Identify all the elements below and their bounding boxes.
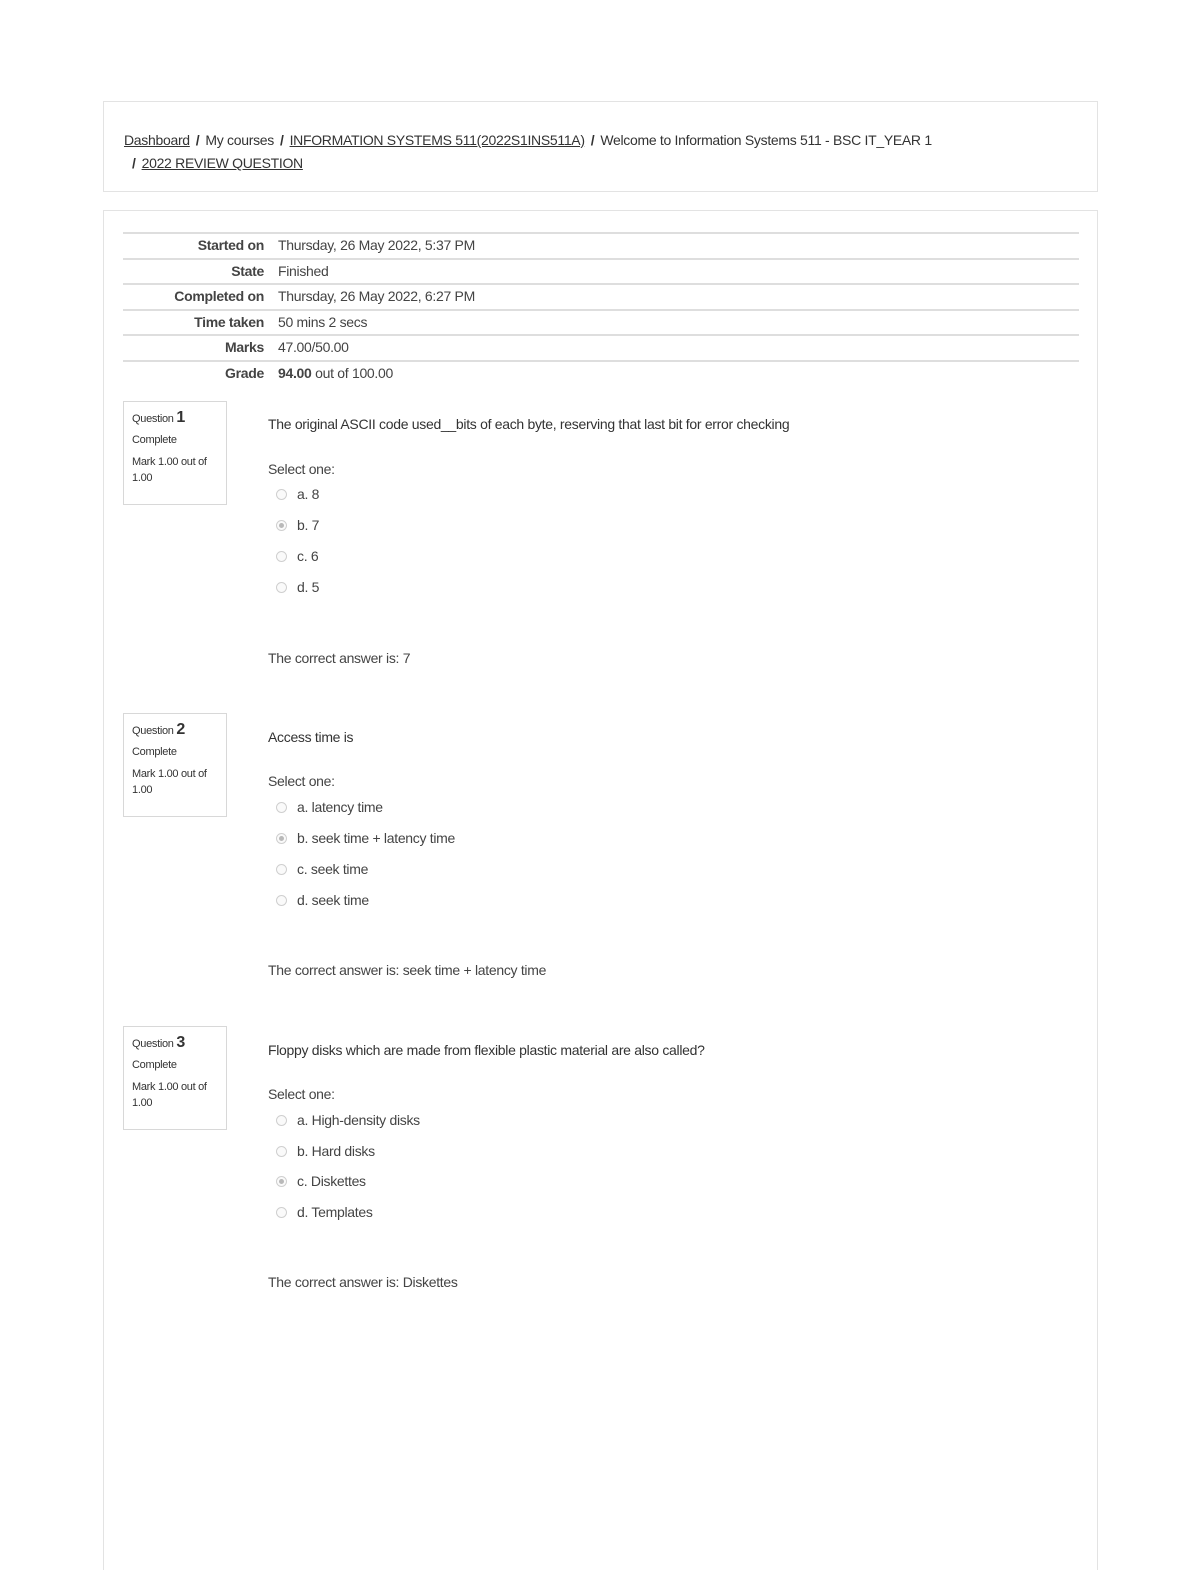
question-state: Complete: [132, 746, 177, 758]
question-text: The original ASCII code used__bits of each byte, reserving that last bit for error checking: [268, 416, 790, 432]
radio-icon[interactable]: [276, 1146, 287, 1157]
breadcrumb-separator: /: [195, 132, 200, 148]
summary-value: Thursday, 26 May 2022, 6:27 PM: [278, 288, 475, 305]
grade-suffix: out of 100.00: [315, 364, 393, 381]
answer-option[interactable]: [276, 830, 455, 846]
grade-value: 94.00: [278, 364, 312, 381]
breadcrumb-item-my-courses: My courses: [205, 132, 274, 148]
summary-label: Started on: [197, 237, 264, 254]
answer-option[interactable]: [276, 579, 319, 595]
select-one-label: Select one:: [268, 1086, 335, 1102]
radio-icon[interactable]: [276, 1115, 287, 1126]
question-grade: Mark 1.00 out of 1.00: [132, 1081, 207, 1109]
question-text: Floppy disks which are made from flexible plastic material are also called?: [268, 1042, 705, 1058]
question-label: Question: [132, 413, 174, 425]
question-state: Complete: [132, 434, 177, 446]
answer-option-label: d. Templates: [297, 1204, 373, 1220]
summary-label: Completed on: [174, 288, 264, 305]
breadcrumb: [124, 129, 1024, 175]
question-number: 1: [176, 409, 186, 426]
answer-option-label: b. Hard disks: [297, 1143, 375, 1159]
question-info-2: [123, 713, 227, 817]
summary-row-started-on: [123, 233, 1079, 259]
answer-option[interactable]: [276, 1173, 366, 1189]
answer-option-label: c. Diskettes: [297, 1173, 366, 1189]
answer-option[interactable]: [276, 892, 369, 908]
answer-option[interactable]: [276, 799, 383, 815]
breadcrumb-link-dashboard[interactable]: Dashboard: [124, 132, 190, 148]
summary-label: Marks: [225, 339, 264, 356]
answer-option-label: d. seek time: [297, 892, 369, 908]
radio-icon[interactable]: [276, 864, 287, 875]
answer-option-label: a. High-density disks: [297, 1112, 420, 1128]
radio-icon[interactable]: [276, 551, 287, 562]
radio-icon[interactable]: [276, 489, 287, 500]
answer-option-label: d. 5: [297, 579, 320, 595]
answer-option[interactable]: [276, 861, 368, 877]
question-state: Complete: [132, 1059, 177, 1071]
summary-value: 50 mins 2 secs: [278, 313, 368, 330]
question-grade: Mark 1.00 out of 1.00: [132, 456, 207, 484]
summary-value: Finished: [278, 262, 329, 279]
question-number: 3: [176, 1034, 186, 1051]
question-info-1: [123, 401, 227, 505]
answer-option-label: c. 6: [297, 548, 319, 564]
summary-label: State: [231, 262, 264, 279]
radio-icon[interactable]: [276, 1207, 287, 1218]
question-number: 2: [176, 721, 186, 738]
answer-option-label: b. 7: [297, 517, 320, 533]
answer-option-label: a. latency time: [297, 799, 383, 815]
question-grade: Mark 1.00 out of 1.00: [132, 768, 207, 796]
breadcrumb-separator: /: [132, 155, 136, 171]
radio-icon[interactable]: [276, 582, 287, 593]
answer-option-label: c. seek time: [297, 861, 369, 877]
question-text: Access time is: [268, 729, 354, 745]
breadcrumb-card: [103, 101, 1098, 192]
summary-label: Time taken: [194, 313, 264, 330]
attempt-summary-table: [123, 232, 1079, 385]
summary-value: [278, 361, 1079, 386]
breadcrumb-link-quiz[interactable]: 2022 REVIEW QUESTION: [141, 155, 303, 171]
correct-answer-feedback: The correct answer is: 7: [268, 650, 411, 666]
answer-option[interactable]: [276, 486, 319, 502]
correct-answer-feedback: The correct answer is: seek time + latency time: [268, 962, 547, 978]
summary-row-time-taken: [123, 310, 1079, 336]
answer-option[interactable]: [276, 1112, 420, 1128]
summary-row-completed-on: [123, 284, 1079, 310]
question-info-3: [123, 1026, 227, 1130]
answer-option[interactable]: [276, 517, 319, 533]
answer-option[interactable]: [276, 548, 318, 564]
answer-option[interactable]: [276, 1143, 375, 1159]
quiz-review-card: [103, 210, 1098, 1570]
breadcrumb-item-section: Welcome to Information Systems 511 - BSC IT_YEAR 1: [600, 132, 932, 148]
summary-row-grade: [123, 361, 1079, 386]
breadcrumb-link-course[interactable]: INFORMATION SYSTEMS 511(2022S1INS511A): [289, 132, 585, 148]
radio-checked-icon[interactable]: [276, 520, 287, 531]
question-label: Question: [132, 1038, 174, 1050]
breadcrumb-separator: /: [590, 132, 595, 148]
summary-value: 47.00/50.00: [278, 339, 349, 356]
answer-option-label: a. 8: [297, 486, 320, 502]
question-label: Question: [132, 725, 174, 737]
summary-row-marks: [123, 335, 1079, 361]
radio-checked-icon[interactable]: [276, 1176, 287, 1187]
radio-checked-icon[interactable]: [276, 833, 287, 844]
summary-label: Grade: [225, 364, 264, 381]
breadcrumb-separator: /: [279, 132, 284, 148]
summary-value: Thursday, 26 May 2022, 5:37 PM: [278, 237, 475, 254]
correct-answer-feedback: The correct answer is: Diskettes: [268, 1274, 458, 1290]
select-one-label: Select one:: [268, 773, 335, 789]
answer-option[interactable]: [276, 1204, 373, 1220]
radio-icon[interactable]: [276, 895, 287, 906]
select-one-label: Select one:: [268, 461, 335, 477]
answer-option-label: b. seek time + latency time: [297, 830, 456, 846]
summary-row-state: [123, 259, 1079, 285]
radio-icon[interactable]: [276, 802, 287, 813]
